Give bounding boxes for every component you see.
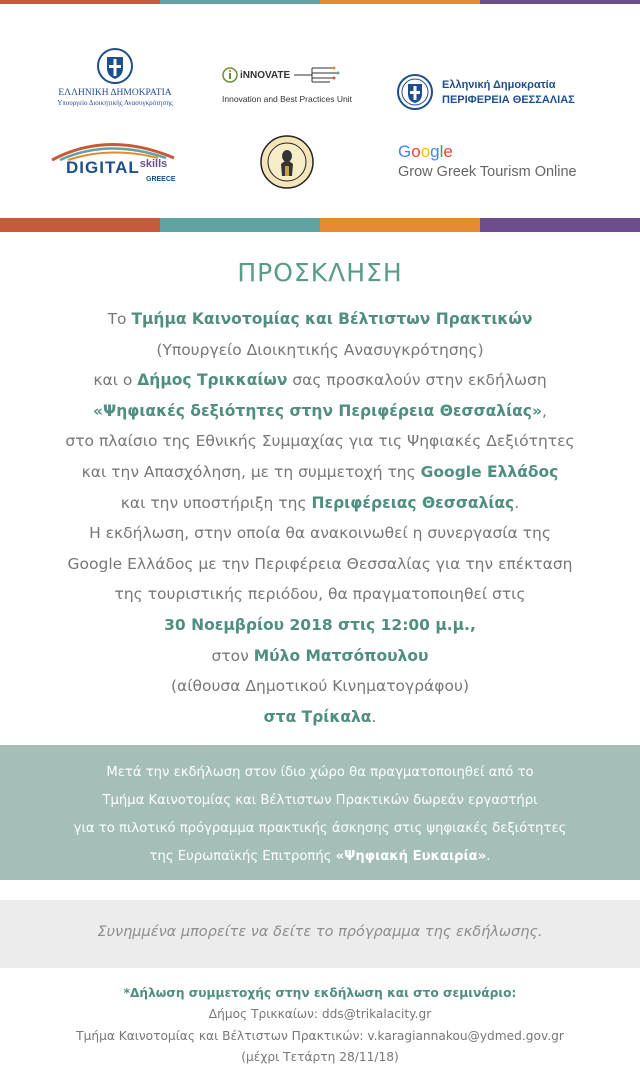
invitation-line: (Υπουργείο Διοικητικής Ανασυγκρότησης)	[156, 340, 484, 359]
invitation-line: και την υποστήριξη της Περιφέρειας Θεσσαλίας.	[120, 493, 520, 512]
invitation-line: Το Τμήμα Καινοτομίας και Βέλτιστων Πρακτικών	[107, 310, 533, 328]
workshop-text	[0, 759, 640, 871]
skills-word: skills	[139, 158, 168, 170]
region-logo-line1: Ελληνική Δημοκρατία	[442, 78, 556, 91]
workshop-line: για το πιλοτικό πρόγραμμα πρακτικής άσκησης στις ψηφιακές δεξιότητες	[73, 821, 567, 836]
municipality-seal	[259, 134, 315, 190]
invitation-line: στο πλαίσιο της Εθνικής Συμμαχίας για τις Ψηφιακές Δεξιότητες	[65, 432, 575, 451]
mid-color-stripe	[0, 218, 640, 232]
invitation-line: Google Ελλάδος με την Περιφέρεια Θεσσαλίας για την επέκταση	[67, 554, 573, 573]
contact-unit-email[interactable]: Τμήμα Καινοτομίας και Βέλτιστων Πρακτικών: v.karagiannakou@ydmed.gov.gr	[76, 1028, 564, 1043]
innovate-title: iNNOVATE	[240, 69, 291, 81]
invitation-line: Η εκδήλωση, στην οποία θα ανακοινωθεί η συνεργασία της	[89, 524, 551, 543]
gov-logo-line1: ΕΛΛΗΝΙΚΗ ΔΗΜΟΚΡΑΤΙΑ	[58, 88, 172, 98]
invitation-line: και την Απασχόληση, με τη συμμετοχή της Google Ελλάδος	[81, 462, 559, 481]
region-emblem-icon	[396, 73, 434, 111]
attachment-note-box	[0, 900, 640, 968]
region-thessaly-logo	[396, 70, 596, 114]
invitation-line: στον Μύλο Ματσόπουλου	[211, 646, 429, 665]
innovate-i-icon	[222, 67, 238, 83]
region-logo-line2: ΠΕΡΙΦΕΡΕΙΑ ΘΕΣΣΑΛΙΑΣ	[442, 93, 575, 106]
partner-logos	[0, 4, 640, 218]
digital-skills-logo	[48, 136, 188, 186]
invitation-line: της τουριστικής περιόδου, θα πραγματοποιηθεί στις	[114, 585, 526, 604]
municipality-seal-icon	[259, 134, 315, 190]
digital-word: DIGITAL	[66, 158, 140, 177]
greece-word: GREECE	[146, 176, 176, 183]
event-date: 30 Νοεμβρίου 2018 στις 12:00 μ.μ.,	[164, 615, 476, 634]
invitation-title: ΠΡΟΣΚΛΗΣΗ	[237, 258, 403, 287]
attachment-note: Συνημμένα μπορείτε να δείτε το πρόγραμμα της εκδήλωσης.	[97, 924, 543, 940]
workshop-line: Τμήμα Καινοτομίας και Βέλτιστων Πρακτικών δωρεάν εργαστήρι	[102, 793, 538, 808]
google-tourism-logo	[398, 142, 618, 188]
innovate-subtitle: Innovation and Best Practices Unit	[222, 94, 352, 104]
hellenic-republic-logo	[40, 48, 190, 108]
contact-title: *Δήλωση συμμετοχής στην εκδήλωση και στο σεμινάριο:	[123, 986, 517, 1000]
invitation-line: (αίθουσα Δημοτικού Κινηματογράφου)	[170, 677, 469, 696]
workshop-line: της Ευρωπαϊκής Επιτροπής «Ψηφιακή Ευκαιρία».	[149, 849, 491, 864]
innovate-logo	[222, 66, 362, 110]
contact-info	[0, 983, 640, 1068]
invitation-line: «Ψηφιακές δεξιότητες στην Περιφέρεια Θεσσαλίας»,	[93, 401, 547, 420]
workshop-band	[0, 745, 640, 880]
google-tagline: Grow Greek Tourism Online	[398, 164, 577, 180]
invitation-line: και ο Δήμος Τρικκαίων σας προσκαλούν στην εκδήλωση	[93, 371, 547, 390]
greek-emblem-icon	[95, 48, 135, 84]
workshop-line: Μετά την εκδήλωση στον ίδιο χώρο θα πραγματοποιηθεί από το	[106, 765, 534, 780]
contact-deadline: (μέχρι Τετάρτη 28/11/18)	[241, 1049, 399, 1064]
gov-logo-line2: Υπουργείο Διοικητικής Ανασυγκρότησης	[57, 99, 173, 107]
invitation-line: στα Τρίκαλα.	[263, 707, 377, 726]
google-wordmark: Google	[398, 142, 453, 161]
circuit-icon	[294, 66, 344, 84]
invitation-body	[0, 304, 640, 732]
contact-municipality-email[interactable]: Δήμος Τρικκαίων: dds@trikalacity.gr	[208, 1007, 432, 1022]
